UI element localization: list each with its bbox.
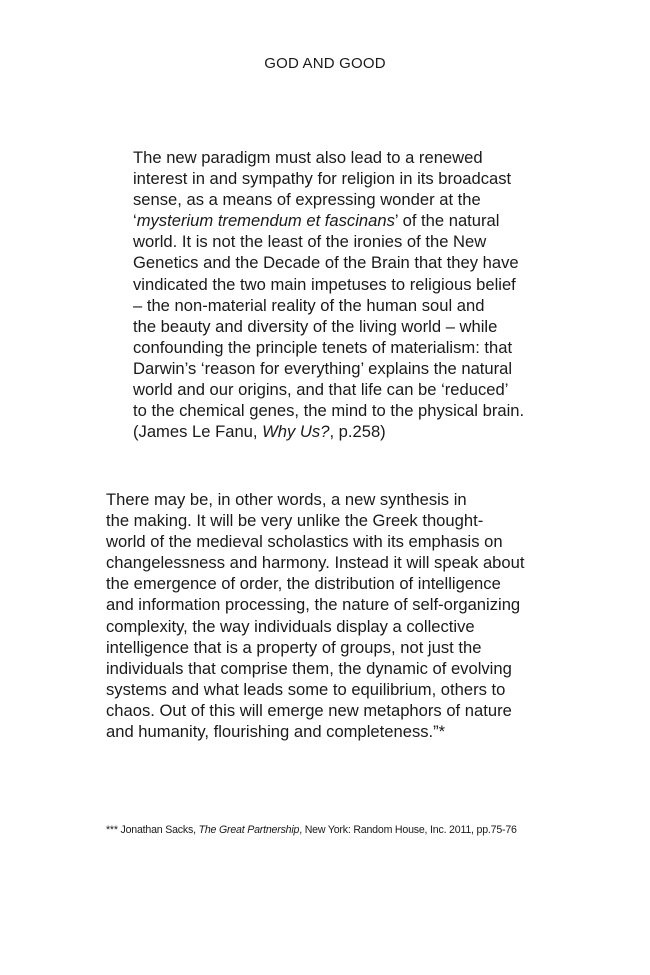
paragraph-line: There may be, in other words, a new synthesis in (106, 490, 467, 509)
quote-text: ‘ (133, 211, 137, 231)
paragraph-line: the emergence of order, the distribution of intelligence (106, 574, 501, 594)
block-quote (133, 147, 573, 442)
citation-text: (James Le Fanu, (133, 422, 263, 442)
paragraph-line: the making. It will be very unlike the Greek thought- (106, 511, 484, 531)
quote-line: sense, as a means of expressing wonder at the (133, 190, 481, 210)
footnote (106, 824, 626, 836)
quote-line: the beauty and diversity of the living world – while (133, 316, 498, 336)
quote-line: to the chemical genes, the mind to the physical brain. (133, 401, 525, 421)
quote-text: ’ of the natural (394, 211, 500, 231)
quote-line: confounding the principle tenets of materialism: that (133, 337, 513, 357)
paragraph-line: and information processing, the nature of self-organizing (106, 595, 521, 615)
body-paragraph (106, 489, 558, 742)
paragraph-line: complexity, the way individuals display a collective (106, 616, 475, 636)
book-title: Why Us? (262, 422, 330, 442)
quote-line: Darwin’s ‘reason for everything’ explains the natural (133, 358, 513, 378)
quote-line: – the non-material reality of the human soul and (133, 295, 485, 315)
quote-line: The new paradigm must also lead to a renewed (133, 148, 483, 167)
paragraph-line: chaos. Out of this will emerge new metaphors of nature (106, 700, 512, 720)
quote-line: interest in and sympathy for religion in its broadcast (133, 169, 512, 189)
quote-line: world and our origins, and that life can be ‘reduced’ (133, 380, 509, 400)
quote-line: Genetics and the Decade of the Brain that they have (133, 253, 519, 273)
paragraph-line: world of the medieval scholastics with its emphasis on (106, 532, 503, 552)
latin-phrase: mysterium tremendum et fascinans (136, 211, 395, 231)
quote-line (133, 210, 573, 231)
paragraph-line: individuals that comprise them, the dynamic of evolving (106, 658, 512, 678)
footnote-text: , New York: Random House, Inc. 2011, pp.75-76 (299, 824, 517, 836)
quote-line: world. It is not the least of the ironies of the New (133, 232, 487, 252)
paragraph-line: changelessness and harmony. Instead it will speak about (106, 553, 525, 573)
footnote-text: *** Jonathan Sacks, (106, 824, 199, 836)
paragraph-line: and humanity, flourishing and completeness.”* (106, 722, 446, 742)
paragraph-line: systems and what leads some to equilibrium, others to (106, 679, 506, 699)
paragraph-line: intelligence that is a property of groups, not just the (106, 637, 482, 657)
footnote-book-title: The Great Partnership (198, 824, 300, 836)
citation-text: , p.258) (329, 422, 386, 442)
running-head: GOD AND GOOD (264, 55, 386, 72)
quote-line: vindicated the two main impetuses to religious belief (133, 274, 516, 294)
quote-citation (133, 421, 573, 442)
